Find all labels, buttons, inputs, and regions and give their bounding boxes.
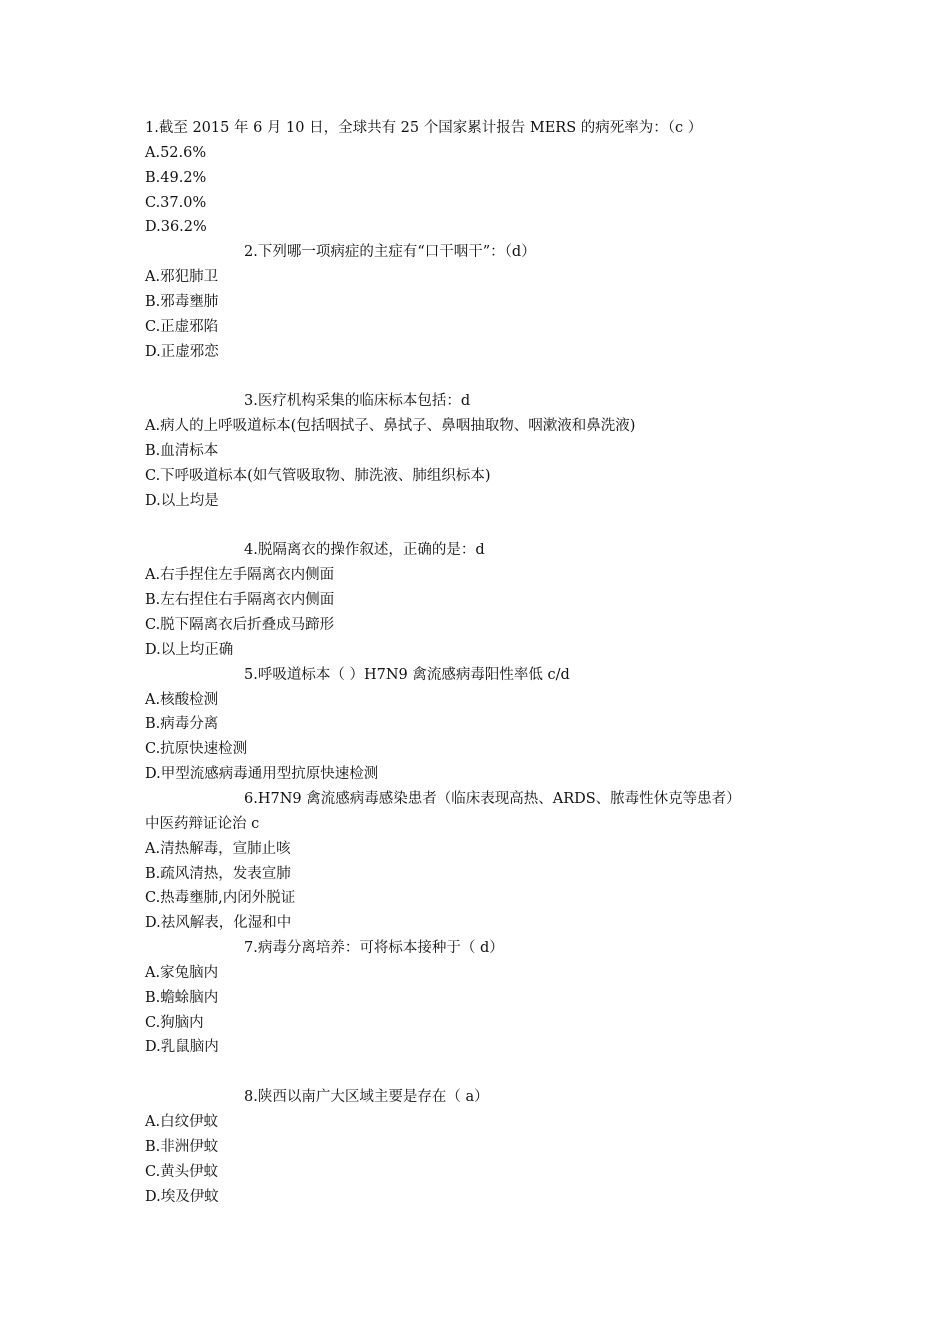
question-4-stem: 4.脱隔离衣的操作叙述，正确的是：d [244,542,485,559]
question-8-option-d: D.埃及伊蚊 [145,1188,219,1205]
question-4-option-a: A.右手捏住左手隔离衣内侧面 [145,567,335,584]
question-8-option-b: B.非洲伊蚊 [145,1138,219,1155]
question-7-stem: 7.病毒分离培养：可将标本接种于（ d） [244,940,504,957]
question-3-option-c: C.下呼吸道标本(如气管吸取物、肺洗液、肺组织标本) [145,467,491,484]
question-7-option-c: C.狗脑内 [145,1014,204,1031]
question-4-option-d: D.以上均正确 [145,641,234,658]
question-2-stem: 2.下列哪一项病症的主症有“口干咽干”：（d） [244,244,536,261]
question-7-option-d: D.乳鼠脑内 [145,1039,219,1056]
question-6-option-d: D.祛风解表，化湿和中 [145,915,292,932]
question-3-option-b: B.血清标本 [145,443,219,460]
question-4-option-c: C.脱下隔离衣后折叠成马蹄形 [145,617,335,633]
question-7-option-a: A.家兔脑内 [145,964,219,981]
question-1-option-b: B.49.2% [145,169,207,186]
question-1-option-d: D.36.2% [145,219,207,236]
question-3-option-d: D.以上均是 [145,492,219,509]
question-1-option-c: C.37.0% [145,194,207,211]
question-2-option-b: B.邪毒壅肺 [145,293,219,310]
question-5-option-a: A.核酸检测 [145,691,219,708]
question-5-option-c: C.抗原快速检测 [145,741,248,758]
question-2-option-a: A.邪犯肺卫 [145,269,219,286]
question-6-stem: 中医药辩证论治 c [145,815,260,832]
question-2-option-d: D.正虚邪恋 [145,343,219,360]
question-3-option-a: A.病人的上呼吸道标本(包括咽拭子、鼻拭子、鼻咽抽取物、咽漱液和鼻洗液) [145,418,636,435]
question-8-stem: 8.陕西以南广大区域主要是存在（ a） [244,1089,489,1106]
question-8-option-c: C.黄头伊蚊 [145,1163,219,1180]
question-1-option-a: A.52.6% [145,144,207,161]
question-5-option-d: D.甲型流感病毒通用型抗原快速检测 [145,766,379,783]
question-5-stem: 5.呼吸道标本（ ）H7N9 禽流感病毒阳性率低 c/d [244,666,570,683]
question-5-option-b: B.病毒分离 [145,716,219,733]
question-6-option-b: B.疏风清热，发表宣肺 [145,865,291,882]
question-6-stem: 6.H7N9 禽流感病毒感染患者（临床表现高热、ARDS、脓毒性休克等患者） [244,790,741,807]
question-1-stem: 1.截至 2015 年 6 月 10 日，全球共有 25 个国家累计报告 MERS 的病死率为：（c ） [145,120,703,136]
question-3-stem: 3.医疗机构采集的临床标本包括：d [244,393,471,410]
question-8-option-a: A.白纹伊蚊 [145,1114,219,1130]
question-2-option-c: C.正虚邪陷 [145,318,219,335]
question-7-option-b: B.蟾蜍脑内 [145,989,219,1006]
question-6-option-c: C.热毒壅肺,内闭外脱证 [145,890,296,907]
question-6-option-a: A.清热解毒，宣肺止咳 [145,840,291,857]
question-4-option-b: B.左右捏住右手隔离衣内侧面 [145,592,335,609]
